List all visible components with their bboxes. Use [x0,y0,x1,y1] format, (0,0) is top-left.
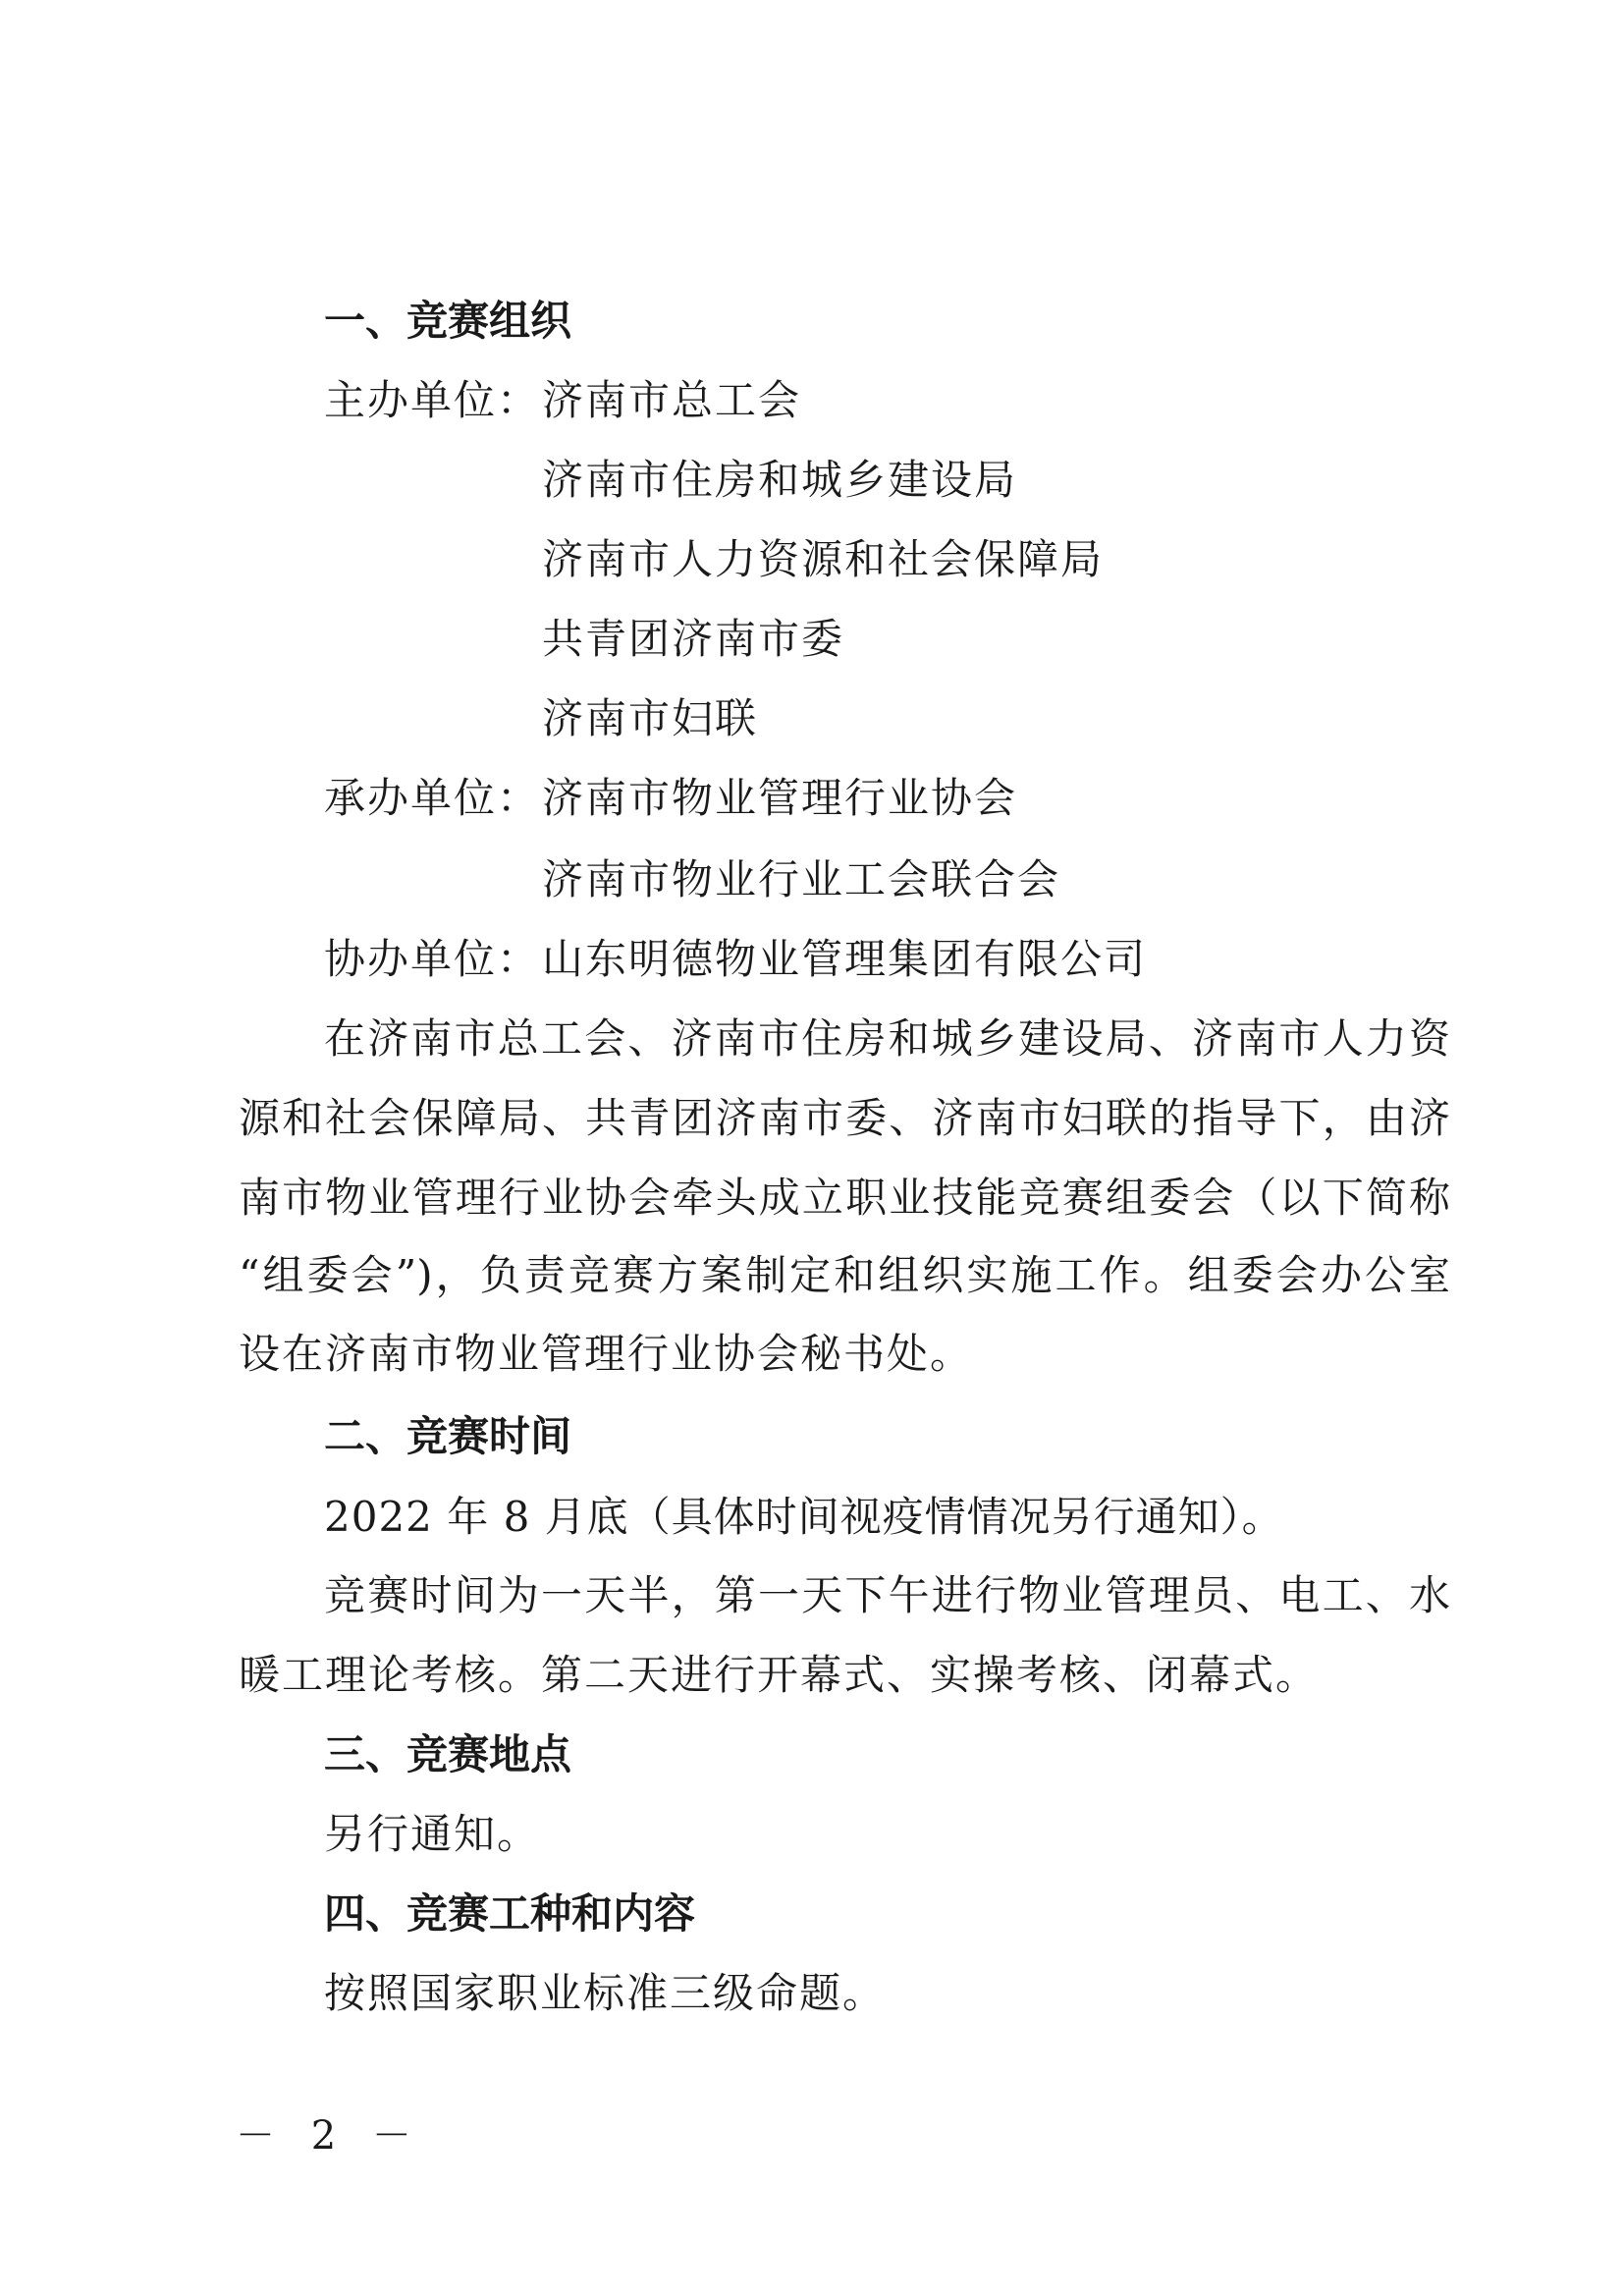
time-line: 2022 年 8 月底（具体时间视疫情情况另行通知）。 [324,1493,1284,1541]
paragraph-line: 南市物业管理行业协会牵头成立职业技能竞赛组委会（以下简称 [239,1174,1450,1222]
host-item: 济南市住房和城乡建设局 [542,456,1018,504]
undertaker-item: 济南市物业管理行业协会 [542,774,1018,822]
location-text: 另行通知。 [324,1810,541,1858]
undertaker-item: 济南市物业行业工会联合会 [542,855,1061,903]
host-item: 共青团济南市委 [542,615,845,663]
paragraph-line: 竞赛时间为一天半，第一天下午进行物业管理员、电工、水 [324,1571,1450,1619]
host-item: 济南市总工会 [542,376,802,424]
paragraph-line: 暖工理论考核。第二天进行开幕式、实操考核、闭幕式。 [239,1651,1320,1699]
section-heading-1: 一、竞赛组织 [324,297,572,345]
paragraph-line: 设在济南市物业管理行业协会秘书处。 [239,1330,974,1378]
host-label: 主办单位： [324,376,541,424]
section-heading-4: 四、竞赛工种和内容 [324,1889,696,1938]
page-number: － 2 － [236,2113,423,2159]
co-organizer-item: 山东明德物业管理集团有限公司 [542,935,1148,983]
undertaker-label: 承办单位： [324,774,541,822]
host-item: 济南市人力资源和社会保障局 [542,535,1105,583]
section-heading-3: 三、竞赛地点 [324,1730,572,1778]
content-text: 按照国家职业标准三级命题。 [324,1969,887,2017]
paragraph-line: 在济南市总工会、济南市住房和城乡建设局、济南市人力资 [324,1014,1450,1063]
host-item: 济南市妇联 [542,694,759,742]
co-organizer-label: 协办单位： [324,935,541,983]
section-heading-2: 二、竞赛时间 [324,1412,572,1460]
paragraph-line: “组委会”)，负责竞赛方案制定和组织实施工作。组委会办公室 [239,1251,1450,1299]
paragraph-line: 源和社会保障局、共青团济南市委、济南市妇联的指导下，由济 [239,1094,1450,1142]
